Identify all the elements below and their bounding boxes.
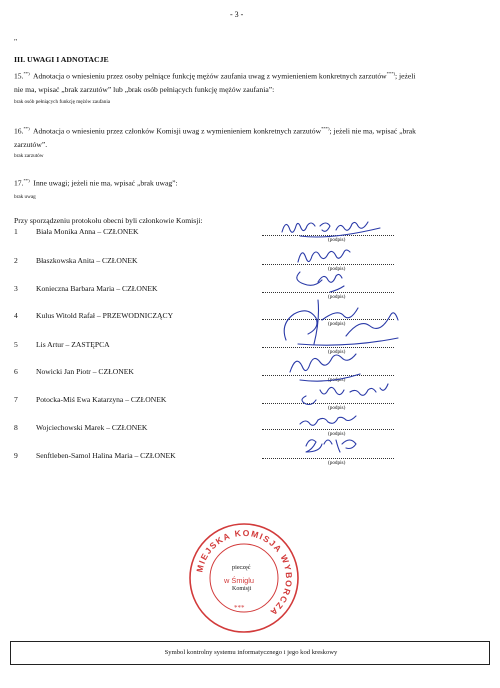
member-name: Kulus Witold Rafał – PRZEWODNICZĄCY	[36, 311, 174, 320]
signature-3	[297, 272, 344, 292]
item-16-text-end: ; jeżeli nie ma, wpisać „brak	[329, 126, 416, 136]
item-15-answer: brak osób pełniących funkcję mężów zaufania	[14, 99, 111, 105]
item-17-sup: **)	[23, 178, 30, 183]
item-17-text: Inne uwagi; jeżeli nie ma, wpisać „brak uwag”:	[33, 178, 178, 188]
member-name: Senftleben-Samol Halina Maria – CZŁONEK	[36, 451, 176, 460]
item-17-answer: brak uwag	[14, 194, 36, 200]
members-intro: Przy sporządzeniu protokołu obecni byli członkowie Komisji:	[14, 216, 203, 225]
item-15-text: Adnotacja o wniesieniu przez osoby pełniące funkcję mężów zaufania uwag z wymienieniem konkretnych zarzutów	[33, 71, 387, 81]
member-name: Nowicki Jan Piotr – CZŁONEK	[36, 367, 134, 376]
signature-7	[300, 416, 356, 425]
member-name: Wojciechowski Marek – CZŁONEK	[36, 423, 148, 432]
stray-mark: "	[14, 37, 18, 46]
signature-5	[290, 354, 360, 381]
podpis-label: (podpis)	[328, 431, 346, 437]
podpis-label: (podpis)	[328, 237, 346, 243]
member-number: 7	[14, 395, 18, 404]
signature-2	[298, 250, 350, 262]
section-title: III. UWAGI I ADNOTACJE	[14, 55, 109, 64]
member-number: 2	[14, 256, 18, 265]
item-15-text-end: ; jeżeli	[395, 71, 416, 81]
commission-stamp	[186, 520, 302, 636]
podpis-label: (podpis)	[328, 294, 346, 300]
stamp-ring-text: MIEJSKA KOMISJA WYBORCZA	[194, 527, 295, 619]
member-name: Biała Monika Anna – CZŁONEK	[36, 227, 139, 236]
stamp-stars: ***	[234, 604, 245, 612]
item-16-sup: **)	[23, 126, 30, 131]
item-16-text: Adnotacja o wniesieniu przez członków Komisji uwag z wymienieniem konkretnych zarzutów	[33, 126, 322, 136]
member-name: Konieczna Barbara Maria – CZŁONEK	[36, 284, 158, 293]
stamp-center-line3: Komisji	[232, 586, 252, 592]
podpis-label: (podpis)	[328, 405, 346, 411]
item-15-line2: nie ma, wpisać „brak zarzutów” lub „brak osób pełniących funkcję mężów zaufania”:	[14, 85, 275, 94]
signature-6	[302, 384, 388, 405]
control-symbol-label: Symbol kontrolny systemu informatycznego i jego kod kreskowy	[164, 649, 338, 656]
item-15-text-sup: ***)	[386, 71, 396, 76]
item-17-number: 17.	[14, 178, 24, 188]
member-name: Błaszkowska Anita – CZŁONEK	[36, 256, 138, 265]
control-symbol-box	[10, 641, 490, 665]
signature-8	[306, 440, 356, 452]
member-number: 8	[14, 423, 18, 432]
member-number: 4	[14, 311, 18, 320]
page-number: - 3 -	[230, 10, 244, 19]
item-16-text-sup: ***)	[321, 126, 330, 131]
member-number: 3	[14, 284, 18, 293]
member-name: Potocka-Miś Ewa Katarzyna – CZŁONEK	[36, 395, 167, 404]
stamp-center-line2: w Śmiglu	[224, 576, 254, 585]
member-number: 9	[14, 451, 18, 460]
item-16-line2: zarzutów”.	[14, 140, 48, 149]
item-16-answer: brak zarzutów	[14, 153, 44, 159]
signature-4	[284, 300, 398, 345]
member-name: Lis Artur – ZASTĘPCA	[36, 340, 110, 349]
podpis-label: (podpis)	[328, 349, 346, 355]
podpis-label: (podpis)	[328, 460, 346, 466]
item-15-number: 15.	[14, 71, 24, 81]
member-number: 1	[14, 227, 18, 236]
podpis-label: (podpis)	[328, 321, 346, 327]
member-number: 5	[14, 340, 18, 349]
item-15-sup: **)	[23, 71, 30, 76]
item-16-number: 16.	[14, 126, 24, 136]
member-number: 6	[14, 367, 18, 376]
podpis-label: (podpis)	[328, 266, 346, 272]
podpis-label: (podpis)	[328, 377, 346, 383]
signature-1	[282, 222, 380, 237]
stamp-center-line1: pieczęć	[232, 564, 251, 571]
